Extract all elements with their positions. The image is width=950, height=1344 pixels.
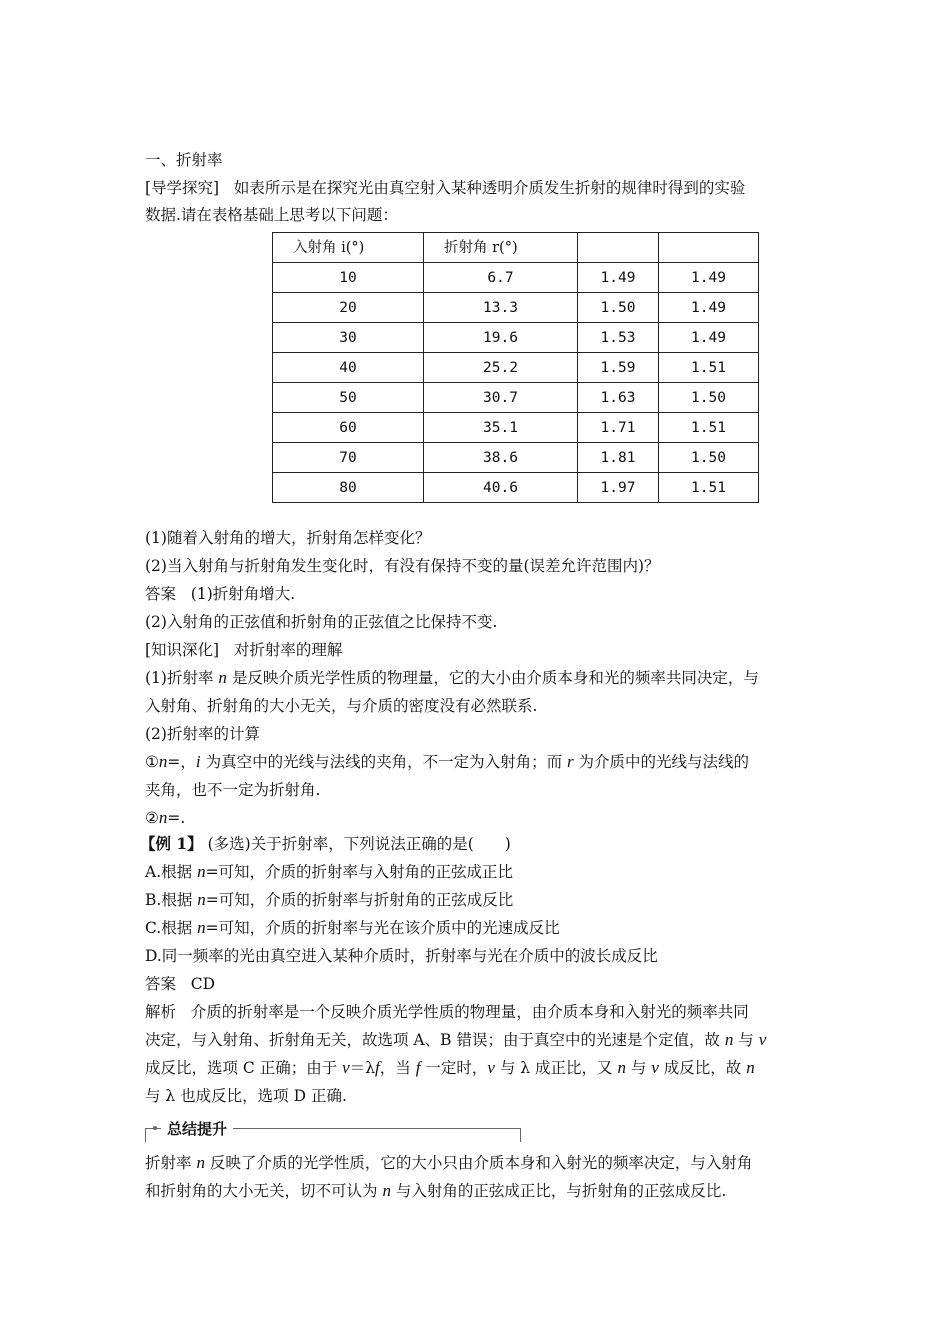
- table-row: [273, 383, 759, 413]
- text: 与入射角的正弦成正比，与折射角的正弦成反比.: [390, 1182, 727, 1200]
- deepen-title: 对折射率的理解: [233, 641, 343, 659]
- text: ，当: [379, 1059, 416, 1077]
- table-header-empty-2: [659, 233, 759, 263]
- text: ＝λ: [349, 1059, 376, 1077]
- text: A.根据: [145, 863, 198, 881]
- table-cell: 40: [273, 353, 424, 383]
- var-n: n: [617, 1058, 626, 1077]
- analysis-line-1: [145, 1002, 749, 1022]
- formula-1: [145, 752, 749, 772]
- table-row: [273, 293, 759, 323]
- table-cell: 1.63: [578, 383, 659, 413]
- text: =可知，介质的折射率与光在该介质中的光速成反比: [205, 919, 560, 937]
- var-n: n: [158, 752, 168, 771]
- var-n: n: [158, 808, 168, 827]
- option-c: [145, 918, 560, 938]
- text: 成反比，选项 C 正确；由于: [145, 1059, 343, 1077]
- table-cell: 38.6: [424, 443, 578, 473]
- table-cell: 80: [273, 473, 424, 503]
- table-row: [273, 323, 759, 353]
- table-cell: 13.3: [424, 293, 578, 323]
- data-table: [272, 232, 759, 503]
- analysis-label: 解析: [145, 1003, 177, 1021]
- formula-1-line2: 夹角，也不一定为折射角.: [145, 781, 321, 799]
- table-cell: 1.49: [659, 263, 759, 293]
- summary-rule-cap-left: [145, 1128, 146, 1142]
- intro-line-1: [145, 178, 745, 198]
- var-f: f: [415, 1058, 421, 1077]
- answer-1-line-1: [145, 584, 295, 604]
- table-row: [273, 263, 759, 293]
- var-i: i: [195, 752, 201, 771]
- table-cell: 1.49: [578, 263, 659, 293]
- text: 决定，与入射角、折射角无关，故选项 A、B 错误；由于真空中的光速是个定值，故: [145, 1031, 725, 1049]
- table-cell: 40.6: [424, 473, 578, 503]
- text: =，: [167, 753, 196, 771]
- answer-2-value: CD: [190, 975, 216, 993]
- text: C.根据: [145, 919, 198, 937]
- table-cell: 1.81: [578, 443, 659, 473]
- text: 与: [733, 1031, 759, 1049]
- deepen-p1-line2: 入射角、折射角的大小无关，与介质的密度没有必然联系.: [145, 697, 538, 715]
- table-row: [273, 443, 759, 473]
- var-r: r: [567, 752, 574, 771]
- intro-text-1: 如表所示是在探究光由真空射入某种透明介质发生折射的规律时得到的实验: [233, 179, 746, 197]
- table-cell: 1.53: [578, 323, 659, 353]
- table-cell: 70: [273, 443, 424, 473]
- option-a: [145, 862, 513, 882]
- formula-2: [145, 808, 185, 828]
- var-n: n: [197, 918, 206, 937]
- var-n: n: [218, 668, 227, 687]
- text: B.根据: [145, 891, 198, 909]
- answer-1-line-2: (2)入射角的正弦值和折射角的正弦值之比保持不变.: [145, 613, 498, 631]
- table-cell: 50: [273, 383, 424, 413]
- table-header-row: [273, 233, 759, 263]
- var-n: n: [196, 1153, 205, 1172]
- table-header-refracted: 折射角 r(°): [424, 233, 578, 263]
- table-cell: 1.51: [659, 413, 759, 443]
- intro-tag: [导学探究]: [145, 179, 220, 197]
- table-row: [273, 473, 759, 503]
- answer-1-text: (1)折射角增大.: [190, 585, 296, 603]
- table-cell: 20: [273, 293, 424, 323]
- text: 和折射角的大小无关，切不可认为: [145, 1182, 383, 1200]
- summary-header: [145, 1120, 521, 1142]
- table-cell: 1.51: [659, 473, 759, 503]
- text: (1)折射率: [145, 669, 219, 687]
- intro-line-2: 数据.请在表格基础上思考以下问题：: [145, 206, 398, 224]
- table-cell: 6.7: [424, 263, 578, 293]
- table-cell: 1.59: [578, 353, 659, 383]
- table-cell: 1.50: [578, 293, 659, 323]
- text: 与: [625, 1059, 652, 1077]
- summary-line-1: [145, 1153, 752, 1173]
- deepen-p1: [145, 668, 759, 688]
- table-cell: 1.50: [659, 383, 759, 413]
- var-v: v: [758, 1030, 767, 1049]
- answer-label: 答案: [145, 585, 177, 603]
- table-row: [273, 413, 759, 443]
- var-f: f: [375, 1058, 380, 1077]
- table-cell: 25.2: [424, 353, 578, 383]
- text: 一定时，: [420, 1059, 488, 1077]
- table-cell: 1.51: [659, 353, 759, 383]
- text: 反映了介质的光学性质，它的大小只由介质本身和入射光的频率决定，与入射角: [204, 1154, 753, 1172]
- table-cell: 30: [273, 323, 424, 353]
- table-cell: 35.1: [424, 413, 578, 443]
- analysis-line-3: [145, 1058, 755, 1078]
- var-n: n: [197, 890, 206, 909]
- summary-rule-cap-right: [520, 1128, 521, 1142]
- text: 折射率: [145, 1154, 197, 1172]
- example-tag: 【例 1】: [140, 834, 203, 853]
- text: 与 λ 成正比，又: [494, 1059, 618, 1077]
- var-n: n: [746, 1058, 755, 1077]
- var-v: v: [342, 1058, 350, 1077]
- answer-label: 答案: [145, 975, 177, 993]
- text: 介质的折射率是一个反映介质光学性质的物理量，由介质本身和入射光的频率共同: [190, 1003, 749, 1021]
- summary-dot-icon: [153, 1126, 157, 1130]
- text: =可知，介质的折射率与入射角的正弦成正比: [205, 863, 514, 881]
- text: =.: [167, 809, 186, 827]
- table-cell: 19.6: [424, 323, 578, 353]
- var-v: v: [651, 1058, 659, 1077]
- deepen-p2: (2)折射率的计算: [145, 725, 260, 743]
- text: 为介质中的光线与法线的: [573, 753, 750, 771]
- table-cell: 1.49: [659, 323, 759, 353]
- deepen-tag: [知识深化]: [145, 641, 220, 659]
- table-cell: 10: [273, 263, 424, 293]
- table-cell: 30.7: [424, 383, 578, 413]
- table-cell: 1.49: [659, 293, 759, 323]
- option-b: [145, 890, 513, 910]
- answer-2: [145, 974, 215, 994]
- deepen-heading: [145, 640, 342, 660]
- text: 成反比，故: [658, 1059, 747, 1077]
- option-d: D.同一频率的光由真空进入某种介质时，折射率与光在介质中的波长成反比: [145, 947, 658, 965]
- var-n: n: [724, 1030, 734, 1049]
- text: ②: [145, 809, 159, 827]
- var-v: v: [487, 1058, 495, 1077]
- summary-title: 总结提升: [161, 1118, 233, 1139]
- summary-line-2: [145, 1181, 726, 1201]
- text: ①: [145, 753, 159, 771]
- text: =可知，介质的折射率与折射角的正弦成反比: [205, 891, 514, 909]
- var-n: n: [197, 862, 206, 881]
- table-cell: 1.97: [578, 473, 659, 503]
- table-cell: 60: [273, 413, 424, 443]
- section-title: 一、折射率: [145, 151, 223, 169]
- table-row: [273, 353, 759, 383]
- question-2: (2)当入射角与折射角发生变化时，有没有保持不变的量(误差允许范围内)？: [145, 557, 660, 575]
- table-header-incident: 入射角 i(°): [273, 233, 424, 263]
- question-1: (1)随着入射角的增大，折射角怎样变化？: [145, 529, 431, 547]
- var-n: n: [382, 1181, 391, 1200]
- analysis-line-4: 与 λ 也成反比，选项 D 正确.: [145, 1087, 347, 1105]
- table-cell: 1.50: [659, 443, 759, 473]
- example-stem: [140, 834, 511, 854]
- table-cell: 1.71: [578, 413, 659, 443]
- example-stem-text: (多选)关于折射率，下列说法正确的是( ): [207, 835, 511, 853]
- text: 为真空中的光线与法线的夹角，不一定为入射角；而: [200, 753, 567, 771]
- text: 是反映介质光学性质的物理量，它的大小由介质本身和光的频率共同决定，与: [226, 669, 759, 687]
- table-header-empty-1: [578, 233, 659, 263]
- analysis-line-2: [145, 1030, 766, 1050]
